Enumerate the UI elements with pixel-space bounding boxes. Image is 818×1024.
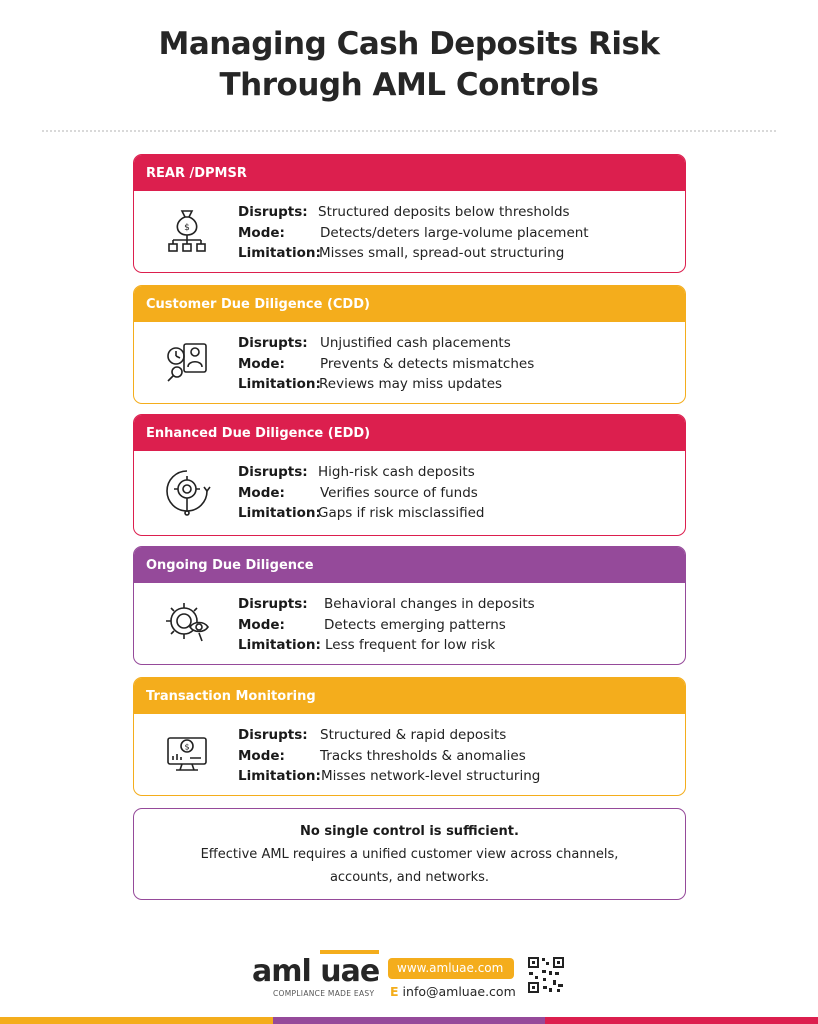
row-value: Misses small, spread-out structuring <box>319 245 565 261</box>
note-body: Effective AML requires a unified customer view across channels, accounts, and networks. <box>200 847 619 885</box>
row-key-disrupts: Disrupts: <box>238 204 308 220</box>
brand-logo <box>252 956 379 988</box>
row-key-limitation: Limitation: <box>238 376 321 392</box>
row-value: Unjustified cash placements <box>320 335 511 351</box>
row-value: Behavioral changes in deposits <box>324 596 535 612</box>
logo-tagline: COMPLIANCE MADE EASY <box>273 989 375 998</box>
control-card-transaction-monitoring <box>133 677 686 796</box>
monitor-dollar-icon <box>162 728 212 778</box>
svg-text:$: $ <box>184 223 190 233</box>
row-value: Verifies source of funds <box>320 484 478 501</box>
row-value: Gaps if risk misclassified <box>318 505 485 521</box>
money-bag-network-icon <box>162 205 212 255</box>
row-key-disrupts: Disrupts: <box>238 596 308 612</box>
gear-search-icon <box>162 467 212 517</box>
row-value: Reviews may miss updates <box>319 376 503 392</box>
row-key-limitation: Limitation: <box>238 637 321 653</box>
control-card-edd <box>133 414 686 536</box>
bar-segment-purple <box>273 1017 546 1024</box>
bar-segment-red <box>545 1017 818 1024</box>
summary-note <box>133 808 686 900</box>
row-key-mode: Mode: <box>238 616 285 633</box>
bottom-color-bar <box>0 1017 818 1024</box>
row-key-limitation: Limitation: <box>238 505 321 521</box>
row-value: High-risk cash deposits <box>318 464 475 480</box>
bar-segment-yellow <box>0 1017 273 1024</box>
control-card-header: Ongoing Due Diligence <box>134 547 685 583</box>
row-key-mode: Mode: <box>238 224 285 241</box>
logo-text-aml: aml <box>252 954 311 989</box>
row-key-disrupts: Disrupts: <box>238 727 308 743</box>
control-card-header: Customer Due Diligence (CDD) <box>134 286 685 322</box>
row-value: Detects emerging patterns <box>324 616 506 633</box>
note-heading: No single control is sufficient. <box>300 824 519 839</box>
email-label: E <box>390 984 399 999</box>
title-line-1: Managing Cash Deposits Risk <box>158 26 660 62</box>
logo-text-uae: uae <box>320 950 379 989</box>
control-card-header: Transaction Monitoring <box>134 678 685 714</box>
qr-code-icon <box>527 956 565 994</box>
title-line-2: Through AML Controls <box>219 67 599 103</box>
row-value: Prevents & detects mismatches <box>320 355 535 372</box>
control-card-header: REAR /DPMSR <box>134 155 685 191</box>
control-card-cdd <box>133 285 686 404</box>
row-key-mode: Mode: <box>238 484 285 501</box>
row-key-disrupts: Disrupts: <box>238 464 308 480</box>
row-value: Structured deposits below thresholds <box>318 204 570 220</box>
email-address: info@amluae.com <box>402 984 516 999</box>
footer <box>0 950 818 1010</box>
row-key-limitation: Limitation: <box>238 245 321 261</box>
row-value: Tracks thresholds & anomalies <box>320 747 526 764</box>
control-card-header: Enhanced Due Diligence (EDD) <box>134 415 685 451</box>
row-key-limitation: Limitation: <box>238 768 321 784</box>
row-key-disrupts: Disrupts: <box>238 335 308 351</box>
row-value: Structured & rapid deposits <box>320 727 507 743</box>
row-value: Detects/deters large-volume placement <box>320 224 589 241</box>
row-key-mode: Mode: <box>238 355 285 372</box>
svg-text:$: $ <box>184 742 190 752</box>
title-divider <box>42 130 776 132</box>
page-title <box>0 24 818 106</box>
row-value: Misses network-level structuring <box>321 768 541 784</box>
email-link[interactable] <box>390 983 516 1001</box>
customer-review-icon <box>162 336 212 386</box>
control-card-ongoing-dd <box>133 546 686 665</box>
row-key-mode: Mode: <box>238 747 285 764</box>
gear-eye-icon <box>162 597 212 647</box>
row-value: Less frequent for low risk <box>325 637 496 653</box>
control-card-rear-dpmsr <box>133 154 686 273</box>
website-link[interactable]: www.amluae.com <box>388 958 514 979</box>
